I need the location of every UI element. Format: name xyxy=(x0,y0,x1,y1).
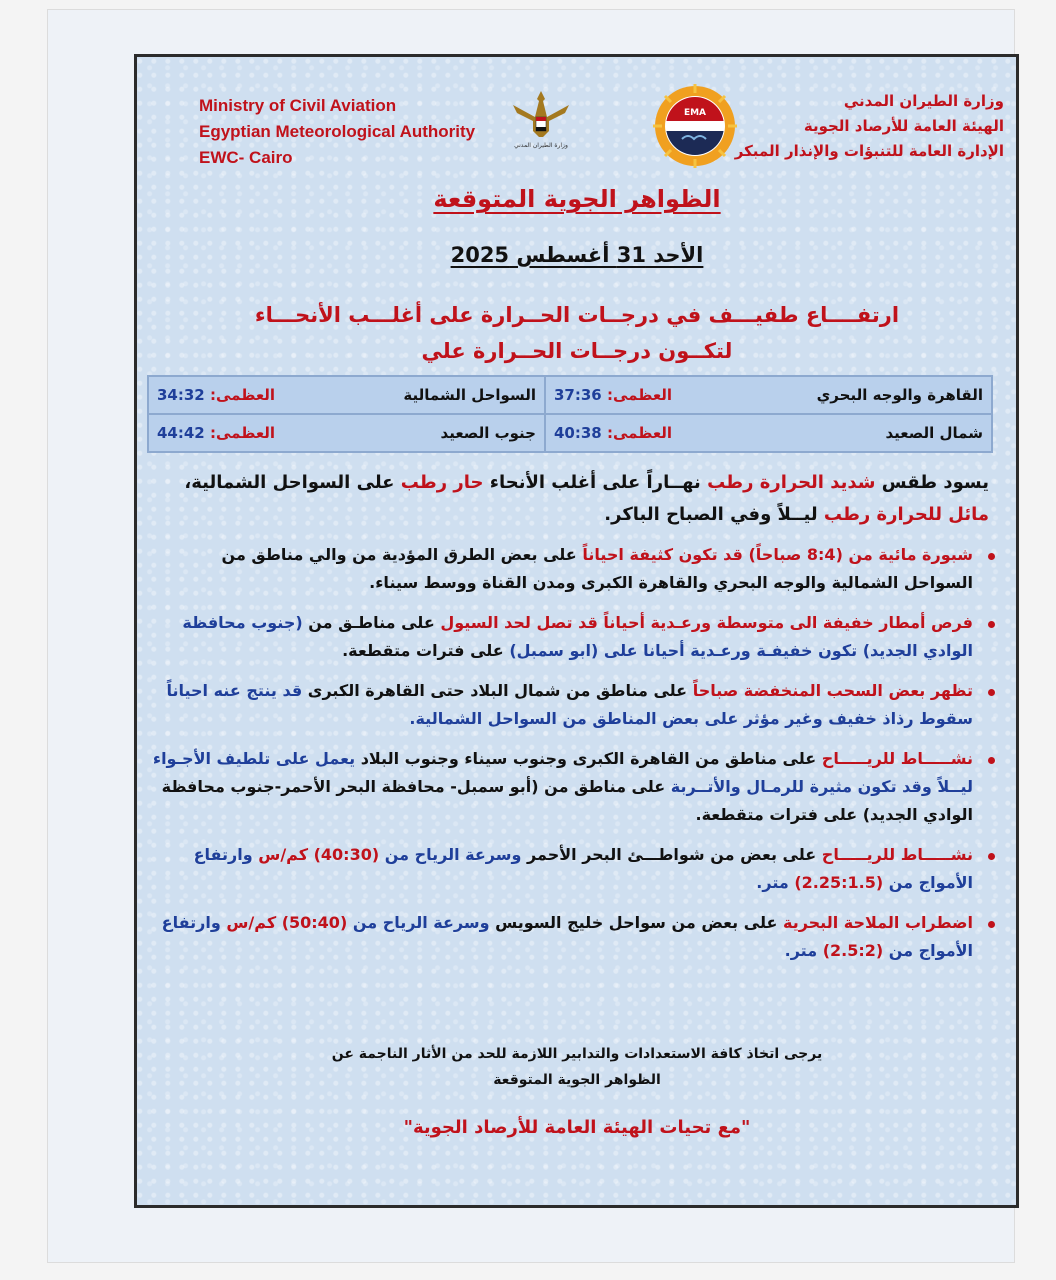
document-sheet xyxy=(48,10,1014,1262)
headline-line-2: لتكــون درجــات الحــرارة علي xyxy=(421,339,733,363)
bullet-dot-icon xyxy=(988,757,995,764)
ministry-logo-caption: وزارة الطيران المدني xyxy=(514,142,568,149)
bullet-dot-icon xyxy=(988,921,995,928)
table-cell xyxy=(545,376,992,414)
closing-line-1: يرجى اتخاذ كافة الاستعدادات والتدابير اللازمة للحد من الأثار الناجمة عن xyxy=(331,1046,823,1062)
region-name: السواحل الشمالية xyxy=(403,386,536,404)
region-name: شمال الصعيد xyxy=(885,424,983,442)
bullet-dot-icon xyxy=(988,621,995,628)
headline xyxy=(167,297,987,369)
region-name: جنوب الصعيد xyxy=(440,424,536,442)
intro-paragraph: يسود طقس شديد الحرارة رطب نهــاراً على أغلب الأنحاء حار رطب على السواحل الشمالية، مائل للحرارة رطب ليــلاً وفي الصباح الباكر. xyxy=(184,472,989,525)
list-item: شبورة مائية من (8:4 صباحاً) قد تكون كثيفة احياناً على بعض الطرق المؤدية من والي مناطق من السواحل الشمالية والوجه البحري والقاهرة الكبرى ومدن القناة ووسط سيناء. xyxy=(149,541,995,597)
max-label: العظمى: xyxy=(209,424,276,442)
center-name-en: EWC- Cairo xyxy=(199,148,293,167)
bulletin-frame xyxy=(134,54,1019,1208)
list-item: نشـــــاط للريـــــاح على مناطق من القاهرة الكبرى وجنوب سيناء وجنوب البلاد يعمل على تلطيف الأجـواء ليــلاً وقد تكون مثيرة للرمـال والأتــربة على مناطق من (أبو سمبل- محافظة البحر الأحمر-جنوب محافظة الوادي الجديد) على فترات متقطعة. xyxy=(149,745,995,829)
center-name-ar: الإدارة العامة للتنبؤات والإنذار المبكر xyxy=(734,142,1004,160)
signoff: "مع تحيات الهيئة العامة للأرصاد الجوية" xyxy=(403,1117,751,1138)
max-value: 37:36 xyxy=(554,386,602,404)
max-label: العظمى: xyxy=(209,386,276,404)
max-value: 40:38 xyxy=(554,424,602,442)
table-cell xyxy=(545,414,992,452)
ministry-name-en: Ministry of Civil Aviation xyxy=(199,96,397,115)
closing-line-2: الظواهر الجوية المتوقعة xyxy=(493,1072,661,1088)
table-cell xyxy=(148,414,545,452)
list-item: فرص أمطار خفيفة الى متوسطة ورعـدية أحياناً قد تصل لحد السيول على مناطـق من (جنوب محافظة الوادي الجديد) تكون خفيفـة ورعـدية أحيانا على (ابو سمبل) على فترات متقطعة. xyxy=(149,609,995,665)
list-item: اضطراب الملاحة البحرية على بعض من سواحل خليج السويس وسرعة الرياح من (50:40) كم/س وارتفاع الأمواج من (2.5:2) متر. xyxy=(149,909,995,965)
ministry-eagle-logo xyxy=(509,87,573,157)
ministry-name-ar: وزارة الطيران المدني xyxy=(843,92,1004,110)
bulletin-title: الظواهر الجوية المتوقعة xyxy=(433,185,721,213)
list-item: تظهر بعض السحب المنخفضة صباحاً على مناطق من شمال البلاد حتى القاهرة الكبرى قد ينتج عنه احياناً سقوط رذاذ خفيف وغير مؤثر على بعض المناطق من السواحل الشمالية. xyxy=(149,677,995,733)
table-row xyxy=(148,376,992,414)
phenomena-list xyxy=(149,541,995,977)
bullet-dot-icon xyxy=(988,853,995,860)
max-value: 44:42 xyxy=(157,424,205,442)
list-item: نشـــــاط للريـــــاح على بعض من شواطـــئ البحر الأحمر وسرعة الرياح من (40:30) كم/س وارتفاع الأمواج من (2.25:1.5) متر. xyxy=(149,841,995,897)
arabic-header xyxy=(684,89,1004,164)
headline-line-1: ارتفــــاع طفيـــف في درجــات الحــرارة على أغلـــب الأنحـــاء xyxy=(254,303,900,327)
ema-logo-text: EMA xyxy=(683,108,707,118)
bullet-dot-icon xyxy=(988,689,995,696)
closing-note xyxy=(237,1041,917,1093)
region-name: القاهرة والوجه البحري xyxy=(816,386,983,404)
max-label: العظمى: xyxy=(606,386,673,404)
max-value: 34:32 xyxy=(157,386,205,404)
max-label: العظمى: xyxy=(606,424,673,442)
table-row xyxy=(148,414,992,452)
english-header xyxy=(199,93,559,171)
authority-name-en: Egyptian Meteorological Authority xyxy=(199,122,476,141)
table-cell xyxy=(148,376,545,414)
authority-name-ar: الهيئة العامة للأرصاد الجوية xyxy=(803,117,1004,135)
bullet-dot-icon xyxy=(988,553,995,560)
bulletin-date: الأحد 31 أغسطس 2025 xyxy=(450,243,704,267)
temperature-table xyxy=(147,375,993,453)
